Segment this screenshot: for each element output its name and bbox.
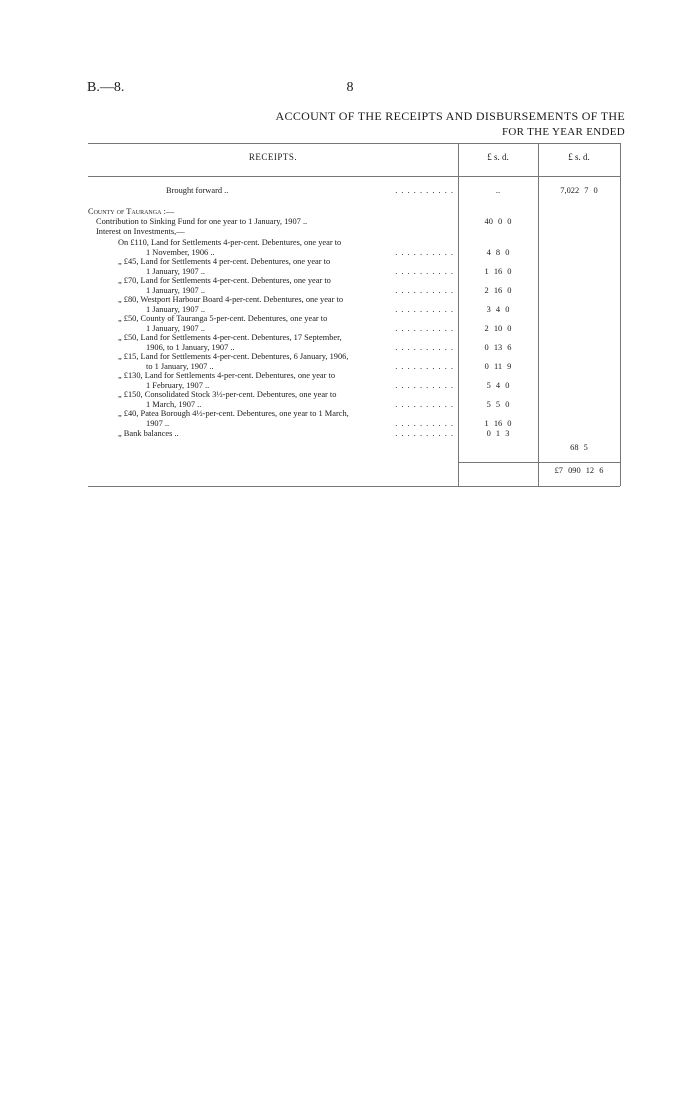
contribution-row	[88, 217, 458, 227]
entry-amount: 3 4 0	[486, 305, 510, 314]
entry-line1: „ £70, Land for Settlements 4-per-cent. Debentures, one year to	[118, 276, 331, 285]
table-bottom-rule	[88, 486, 620, 487]
entry-amount: 5 4 0	[486, 381, 510, 390]
entry-amount: 0 11 9	[484, 362, 512, 371]
entry-line2	[88, 419, 458, 429]
subtotal-amount: 68 5	[570, 443, 588, 452]
entry-amount: 0 13 6	[484, 343, 512, 352]
entry-line1: „ £130, Land for Settlements 4-per-cent. Debentures, one year to	[118, 371, 336, 380]
table-top-rule	[88, 143, 620, 144]
entry-line1: „ £50, County of Tauranga 5-per-cent. Debentures, one year to	[118, 314, 328, 323]
leader-dots: . . . . . . . . . .	[395, 186, 454, 195]
entry-line2-text: to 1 January, 1907 ..	[146, 362, 214, 371]
entry-line2-text: 1906, to 1 January, 1907 ..	[146, 343, 235, 352]
brought-forward-col1: ..	[495, 186, 501, 195]
entry-line1: „ £45, Land for Settlements 4 per-cent. Debentures, one year to	[118, 257, 331, 266]
entry-line2-text: 1 January, 1907 ..	[146, 286, 206, 295]
amount-column-header-1: £ s. d.	[487, 152, 509, 162]
table-header-rule	[88, 176, 620, 177]
total-rule	[538, 462, 620, 463]
entry-line1: On £110, Land for Settlements 4-per-cent. Debentures, one year to	[118, 238, 342, 247]
leader-dots: . . . . . . . . . .	[395, 286, 454, 295]
brought-forward-col2: 7,022 7 0	[560, 186, 598, 195]
entry-line2-text: 1 January, 1907 ..	[146, 324, 206, 333]
document-reference: B.—8.	[87, 80, 125, 95]
leader-dots: . . . . . . . . . .	[395, 324, 454, 333]
entry-amount: 2 16 0	[484, 286, 512, 295]
subtotal-rule	[458, 462, 538, 463]
brought-forward-row	[88, 186, 458, 196]
page-title-line2: FOR THE YEAR ENDED	[501, 126, 625, 138]
leader-dots: . . . . . . . . . .	[395, 419, 454, 428]
contribution-label: Contribution to Sinking Fund for one year to 1 January, 1907 ..	[96, 217, 308, 226]
bank-balances-label: „ Bank balances ..	[118, 429, 179, 438]
entry-line2-text: 1 March, 1907 ..	[146, 400, 202, 409]
grand-total: £7 090 12 6	[554, 466, 604, 475]
entry-line2-text: 1 January, 1907 ..	[146, 267, 206, 276]
leader-dots: . . . . . . . . . .	[395, 381, 454, 390]
bank-balances-row	[88, 429, 458, 439]
receipts-column-header: RECEIPTS.	[248, 152, 298, 162]
page-title-line1: ACCOUNT OF THE RECEIPTS AND DISBURSEMENTS OF THE	[275, 109, 625, 123]
amount-column-header-2: £ s. d.	[568, 152, 590, 162]
leader-dots: . . . . . . . . . .	[395, 400, 454, 409]
brought-forward-label: Brought forward ..	[166, 186, 229, 195]
entry-line1: „ £40, Patea Borough 4½-per-cent. Debentures, one year to 1 March,	[118, 409, 349, 418]
contribution-amount: 40 0 0	[484, 217, 512, 226]
interest-heading: Interest on Investments,—	[96, 227, 185, 236]
leader-dots: . . . . . . . . . .	[395, 248, 454, 257]
entry-line1: „ £50, Land for Settlements 4-per-cent. Debentures, 17 September,	[118, 333, 342, 342]
leader-dots: . . . . . . . . . .	[395, 362, 454, 371]
entry-amount: 1 16 0	[484, 419, 512, 428]
entry-line1: „ £15, Land for Settlements 4-per-cent. Debentures, 6 January, 1906,	[118, 352, 349, 361]
entry-amount: 2 10 0	[484, 324, 512, 333]
entry-line1: „ £150, Consolidated Stock 3½-per-cent. Debentures, one year to	[118, 390, 337, 399]
table-right-edge	[620, 143, 621, 486]
entry-amount: 4 8 0	[486, 248, 510, 257]
leader-dots: . . . . . . . . . .	[395, 305, 454, 314]
entry-line2-text: 1 November, 1906 ..	[146, 248, 215, 257]
entry-line2-text: 1907 ..	[146, 419, 170, 428]
entry-amount: 5 5 0	[486, 400, 510, 409]
entry-line2-text: 1 January, 1907 ..	[146, 305, 206, 314]
leader-dots: . . . . . . . . . .	[395, 267, 454, 276]
entry-line2-text: 1 February, 1907 ..	[146, 381, 210, 390]
leader-dots: . . . . . . . . . .	[395, 343, 454, 352]
entry-line1: „ £80, Westport Harbour Board 4-per-cent. Debentures, one year to	[118, 295, 344, 304]
county-heading: County of Tauranga :—	[88, 207, 175, 216]
entry-amount: 1 16 0	[484, 267, 512, 276]
page-number: 8	[346, 80, 354, 95]
leader-dots: . . . . . . . . . .	[395, 429, 454, 438]
bank-balances-amount: 0 1 3	[486, 429, 510, 438]
